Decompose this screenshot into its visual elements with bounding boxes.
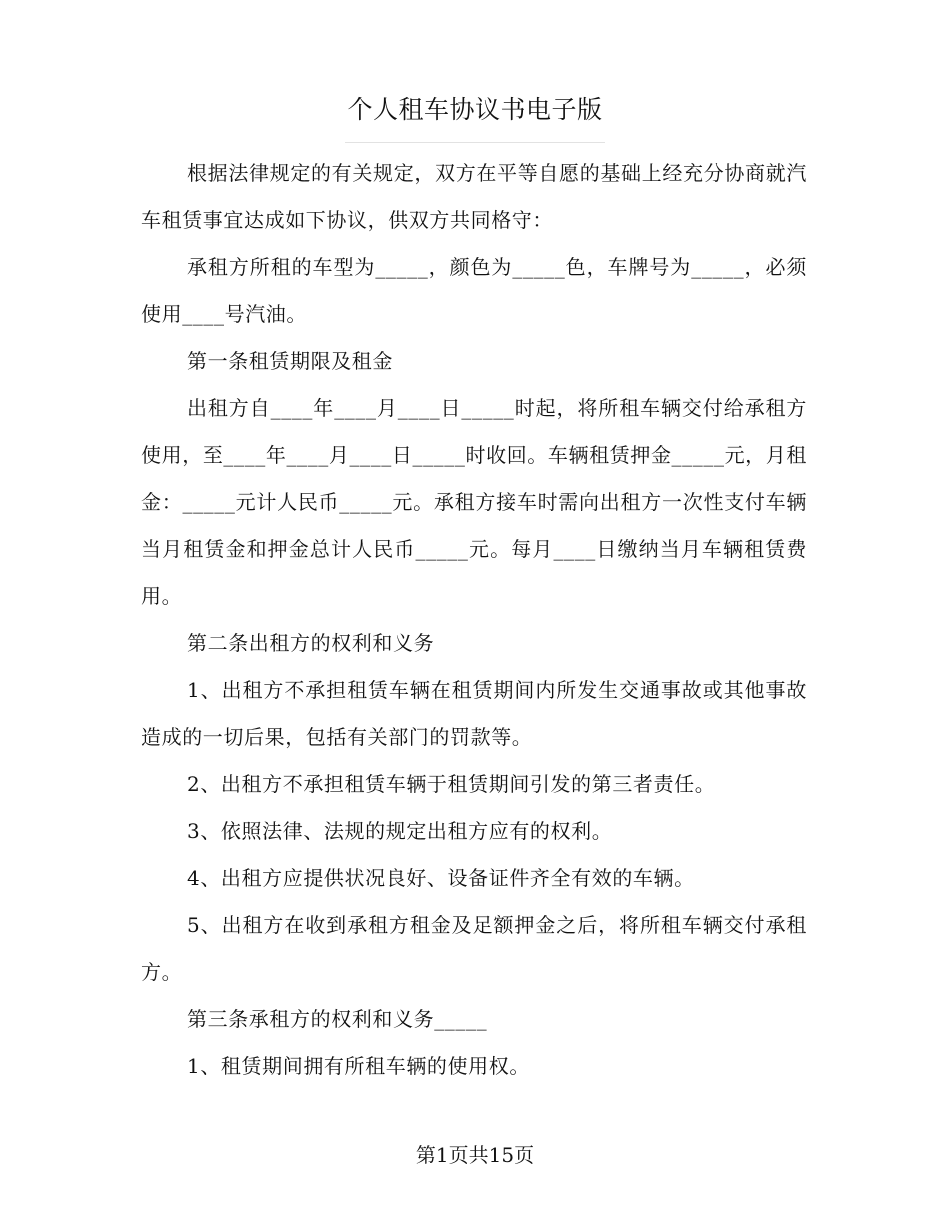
heading-article-1: 第一条租赁期限及租金 bbox=[187, 349, 393, 373]
clause-2-1: 1、出租方不承担租赁车辆在租赁期间内所发生交通事故或其他事故造成的一切后果，包括有关部门的罚款等。 bbox=[141, 678, 807, 749]
clause-2-3: 3、依照法律、法规的规定出租方应有的权利。 bbox=[187, 819, 613, 843]
paragraph-lease-term: 出租方自____年____月____日_____时起，将所租车辆交付给承租方使用，至____年____月____日_____时收回。车辆租赁押金_____元，月租金：_____元计人民币_____元。承租方接车时需向出租方一次性支付车辆当月租赁金和押金总计人民币_____元。每月____日缴纳当月车辆租赁费用。 bbox=[141, 396, 807, 608]
clause-2-2: 2、出租方不承担租赁车辆于租赁期间引发的第三者责任。 bbox=[187, 772, 716, 796]
document-title: 个人租车协议书电子版 bbox=[345, 92, 604, 143]
paragraph-vehicle-info: 承租方所租的车型为_____，颜色为_____色，车牌号为_____，必须使用____号汽油。 bbox=[141, 255, 807, 326]
clause-2-5: 5、出租方在收到承租方租金及足额押金之后，将所租车辆交付承租方。 bbox=[141, 913, 807, 984]
paragraph-preamble: 根据法律规定的有关规定，双方在平等自愿的基础上经充分协商就汽车租赁事宜达成如下协议，供双方共同格守： bbox=[141, 161, 807, 232]
document-body bbox=[141, 150, 807, 1090]
heading-article-2: 第二条出租方的权利和义务 bbox=[187, 631, 435, 655]
page-number-footer: 第1页共15页 bbox=[415, 1143, 535, 1167]
heading-article-3: 第三条承租方的权利和义务_____ bbox=[187, 1007, 488, 1031]
clause-2-4: 4、出租方应提供状况良好、设备证件齐全有效的车辆。 bbox=[187, 866, 695, 890]
title-area bbox=[0, 92, 950, 143]
clause-3-1: 1、租赁期间拥有所租车辆的使用权。 bbox=[187, 1054, 530, 1078]
